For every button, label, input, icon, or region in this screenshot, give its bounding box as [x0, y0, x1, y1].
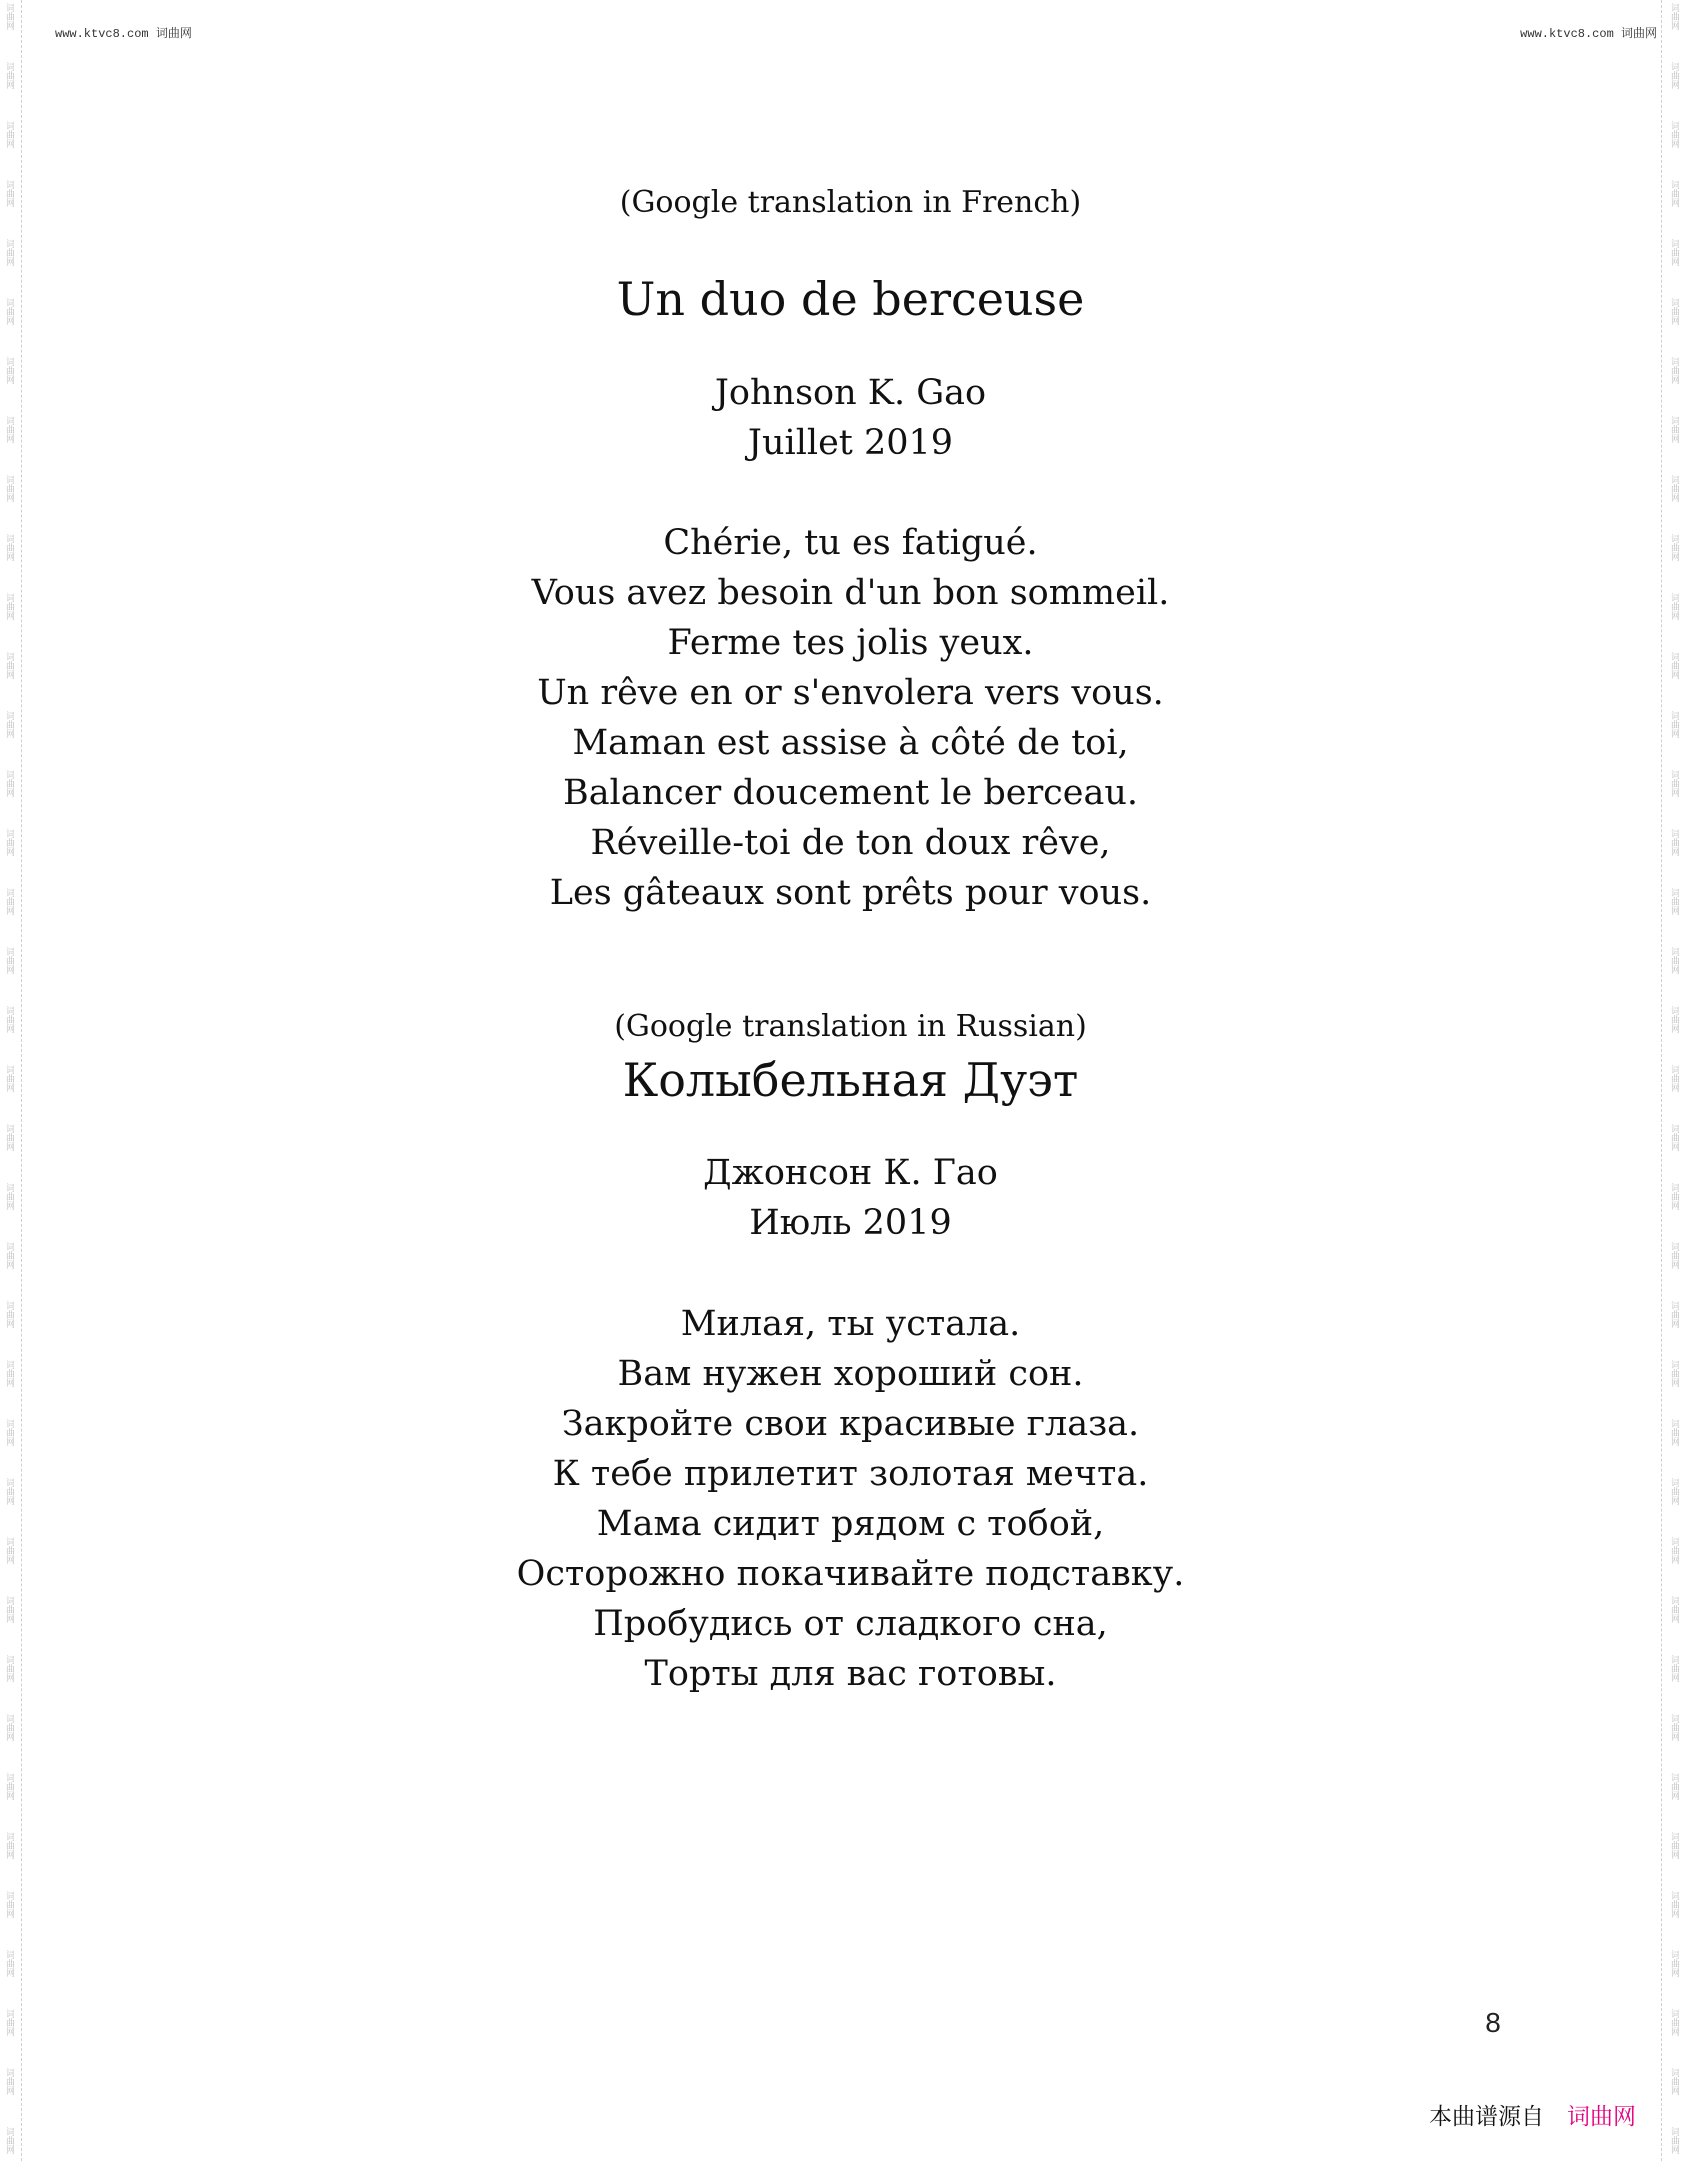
margin-watermark: 词曲网: [1669, 652, 1679, 679]
margin-watermark: 词曲网: [4, 1419, 14, 1446]
margin-watermark: 词曲网: [4, 829, 14, 856]
margin-watermark: 词曲网: [4, 652, 14, 679]
margin-watermark: 词曲网: [4, 1714, 14, 1741]
margin-watermark: 词曲网: [1669, 1183, 1679, 1210]
margin-watermark: 词曲网: [4, 1773, 14, 1800]
margin-watermark: 词曲网: [1669, 62, 1679, 89]
margin-watermark: 词曲网: [4, 1891, 14, 1918]
margin-watermark: 词曲网: [4, 2127, 14, 2154]
margin-watermark: 词曲网: [4, 770, 14, 797]
french-byline: [20, 368, 1681, 468]
russian-title: Колыбельная Дуэт: [622, 1053, 1079, 1107]
header-site-left: www.ktvc8.com 词曲网: [55, 27, 192, 41]
margin-watermark: 词曲网: [4, 593, 14, 620]
lyric-line: Chérie, tu es fatigué.: [663, 523, 1038, 563]
margin-watermark: 词曲网: [4, 888, 14, 915]
margin-watermark: 词曲网: [1669, 121, 1679, 148]
margin-watermark: 词曲网: [1669, 829, 1679, 856]
margin-watermark: 词曲网: [1669, 888, 1679, 915]
margin-watermark: 词曲网: [1669, 1773, 1679, 1800]
lyric-line: Réveille-toi de ton doux rêve,: [590, 823, 1111, 863]
margin-watermark: 词曲网: [4, 357, 14, 384]
margin-watermark: 词曲网: [1669, 1419, 1679, 1446]
margin-watermark: 词曲网: [4, 1006, 14, 1033]
margin-watermark: 词曲网: [1669, 1124, 1679, 1151]
margin-watermark: 词曲网: [1669, 239, 1679, 266]
lyric-line: Торты для вас готовы.: [644, 1654, 1057, 1694]
margin-watermark: 词曲网: [1669, 1065, 1679, 1092]
lyric-line: Мама сидит рядом с тобой,: [596, 1504, 1105, 1544]
french-title: Un duo de berceuse: [616, 272, 1085, 326]
page-number: 8: [1485, 2007, 1501, 2038]
margin-watermark: 词曲网: [4, 947, 14, 974]
margin-watermark: 词曲网: [1669, 1360, 1679, 1387]
lyric-line: Вам нужен хороший сон.: [617, 1354, 1084, 1394]
lyric-line: Милая, ты устала.: [680, 1304, 1021, 1344]
lyric-line: К тебе прилетит золотая мечта.: [552, 1454, 1149, 1494]
margin-watermark: 词曲网: [1669, 770, 1679, 797]
margin-watermark: 词曲网: [1669, 475, 1679, 502]
lyric-line: Пробудись от сладкого сна,: [593, 1604, 1108, 1644]
margin-watermark: 词曲网: [4, 416, 14, 443]
margin-watermark: 词曲网: [4, 1655, 14, 1682]
russian-date: Июль 2019: [749, 1203, 952, 1243]
russian-author: Джонсон К. Гао: [703, 1153, 998, 1193]
margin-watermark: 词曲网: [1669, 1596, 1679, 1623]
margin-watermark: 词曲网: [1669, 298, 1679, 325]
margin-watermark: 词曲网: [4, 298, 14, 325]
margin-watermark: 词曲网: [4, 711, 14, 738]
lyric-line: Maman est assise à côté de toi,: [572, 723, 1129, 763]
margin-watermark: 词曲网: [4, 475, 14, 502]
margin-watermark: 词曲网: [4, 121, 14, 148]
footer-source-label: 本曲谱源自: [1429, 2104, 1544, 2130]
lyric-line: Les gâteaux sont prêts pour vous.: [549, 873, 1152, 913]
margin-watermark: 词曲网: [1669, 1478, 1679, 1505]
margin-watermark: 词曲网: [1669, 593, 1679, 620]
margin-watermark: 词曲网: [1669, 1832, 1679, 1859]
margin-watermark: 词曲网: [4, 2009, 14, 2036]
russian-translation-note: [20, 1002, 1681, 1052]
lyric-line: Закройте свои красивые глаза.: [561, 1404, 1140, 1444]
russian-byline: [20, 1148, 1681, 1248]
lyric-line: Осторожно покачивайте подставку.: [516, 1554, 1185, 1594]
french-lyrics: [20, 518, 1681, 918]
margin-watermark: 词曲网: [1669, 1537, 1679, 1564]
footer-source-site: 词曲网: [1567, 2104, 1636, 2130]
lyric-line: Un rêve en or s'envolera vers vous.: [537, 673, 1164, 713]
margin-watermark: 词曲网: [4, 1301, 14, 1328]
margin-watermark: 词曲网: [1669, 3, 1679, 30]
margin-watermark: 词曲网: [4, 1065, 14, 1092]
margin-watermark: 词曲网: [4, 2068, 14, 2095]
margin-watermark: 词曲网: [1669, 947, 1679, 974]
russian-note-text: (Google translation in Russian): [614, 1009, 1087, 1044]
margin-watermark: 词曲网: [4, 239, 14, 266]
margin-watermark: 词曲网: [4, 1242, 14, 1269]
margin-watermark: 词曲网: [1669, 1242, 1679, 1269]
margin-watermark: 词曲网: [1669, 2068, 1679, 2095]
lyric-line: Ferme tes jolis yeux.: [667, 623, 1034, 663]
margin-watermark: 词曲网: [4, 1183, 14, 1210]
french-translation-note: [20, 178, 1681, 228]
french-author: Johnson K. Gao: [714, 373, 987, 413]
margin-watermark: 词曲网: [1669, 534, 1679, 561]
margin-watermark: 词曲网: [4, 1360, 14, 1387]
margin-watermark: 词曲网: [1669, 1950, 1679, 1977]
margin-watermark: 词曲网: [1669, 357, 1679, 384]
margin-watermark: 词曲网: [4, 534, 14, 561]
margin-watermark: 词曲网: [4, 1950, 14, 1977]
french-date: Juillet 2019: [747, 423, 954, 463]
header-site-right: www.ktvc8.com 词曲网: [1520, 27, 1657, 41]
margin-watermark: 词曲网: [1669, 1655, 1679, 1682]
russian-title-block: [20, 1052, 1681, 1108]
french-title-block: [20, 271, 1681, 327]
margin-watermark: 词曲网: [4, 3, 14, 30]
margin-watermark: 词曲网: [4, 1832, 14, 1859]
margin-watermark: 词曲网: [4, 1124, 14, 1151]
margin-watermark: 词曲网: [1669, 1006, 1679, 1033]
margin-watermark: 词曲网: [4, 1537, 14, 1564]
margin-watermark: 词曲网: [1669, 1891, 1679, 1918]
margin-watermark: 词曲网: [4, 1596, 14, 1623]
margin-watermark: 词曲网: [1669, 1714, 1679, 1741]
margin-watermark: 词曲网: [1669, 711, 1679, 738]
french-note-text: (Google translation in French): [619, 185, 1082, 220]
russian-lyrics: [20, 1299, 1681, 1699]
margin-watermark: 词曲网: [4, 180, 14, 207]
margin-watermark: 词曲网: [1669, 180, 1679, 207]
margin-watermark: 词曲网: [4, 1478, 14, 1505]
margin-watermark: 词曲网: [4, 62, 14, 89]
lyric-line: Vous avez besoin d'un bon sommeil.: [531, 573, 1170, 613]
margin-watermark: 词曲网: [1669, 2127, 1679, 2154]
margin-watermark: 词曲网: [1669, 1301, 1679, 1328]
lyric-line: Balancer doucement le berceau.: [562, 773, 1139, 813]
margin-watermark: 词曲网: [1669, 2009, 1679, 2036]
margin-watermark: 词曲网: [1669, 416, 1679, 443]
